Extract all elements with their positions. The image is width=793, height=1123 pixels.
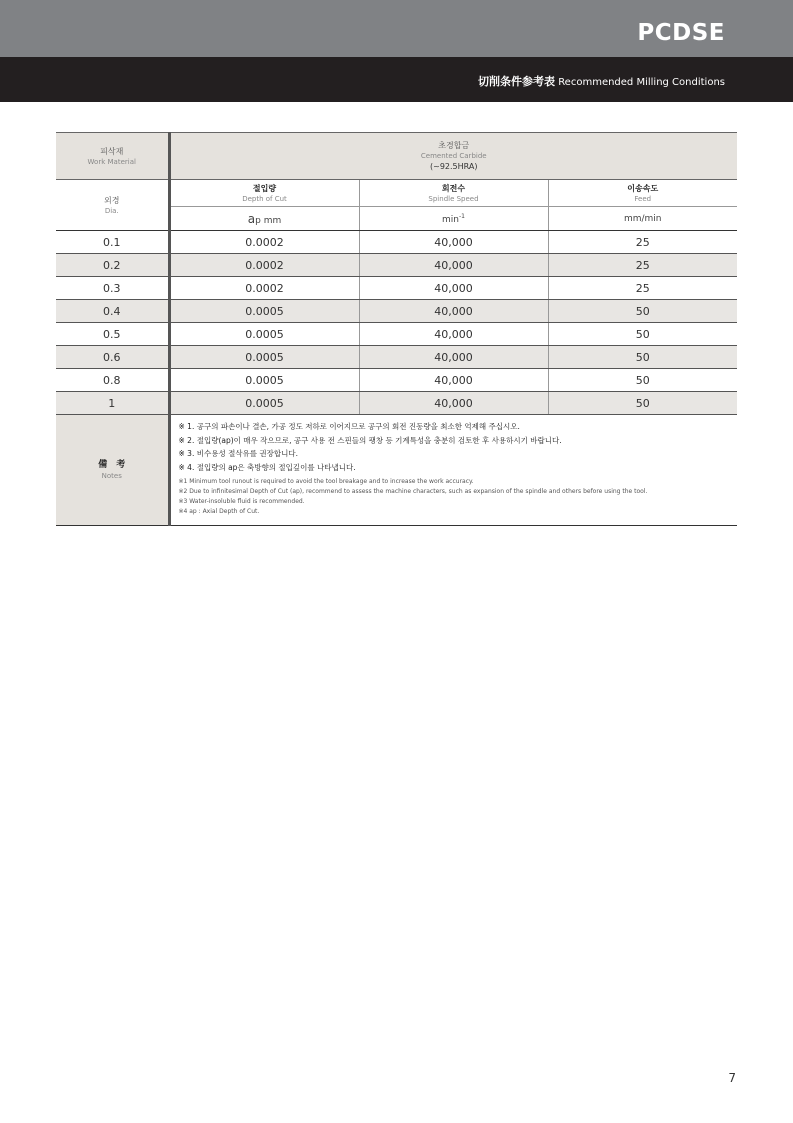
speed-value: 40,000 xyxy=(359,346,548,369)
feed-unit: mm/min xyxy=(548,207,737,231)
section-title xyxy=(478,73,725,89)
table-row xyxy=(56,254,737,277)
dia-value: 0.8 xyxy=(56,369,169,392)
depth-value: 0.0002 xyxy=(169,277,359,300)
feed-header: 이송속도 Feed xyxy=(548,180,737,207)
dia-value: 0.3 xyxy=(56,277,169,300)
spindle-speed-header: 회전수 Spindle Speed xyxy=(359,180,548,207)
dia-value: 0.1 xyxy=(56,231,169,254)
table-row xyxy=(56,392,737,415)
speed-value: 40,000 xyxy=(359,369,548,392)
note-ko-item: ※ 1. 공구의 파손이나 결손, 가공 정도 저하로 이어지므로 공구의 회전 진동량을 최소한 억제해 주십시오. xyxy=(178,422,520,431)
section-title-en: Recommended Milling Conditions xyxy=(558,77,725,88)
dia-label: 외경 Dia. xyxy=(56,180,169,231)
top-band xyxy=(0,0,793,57)
speed-value: 40,000 xyxy=(359,277,548,300)
feed-value: 50 xyxy=(548,300,737,323)
depth-of-cut-header: 절입량 Depth of Cut xyxy=(169,180,359,207)
depth-value: 0.0005 xyxy=(169,300,359,323)
material-header-row xyxy=(56,133,737,180)
dia-value: 0.2 xyxy=(56,254,169,277)
table-row xyxy=(56,300,737,323)
note-en-item: ※3 Water-insoluble fluid is recommended. xyxy=(178,498,305,505)
depth-value: 0.0002 xyxy=(169,254,359,277)
dia-value: 0.6 xyxy=(56,346,169,369)
note-en-item: ※4 ap : Axial Depth of Cut. xyxy=(178,508,260,515)
notes-label: 備 考 Notes xyxy=(56,415,169,526)
dia-value: 0.5 xyxy=(56,323,169,346)
speed-value: 40,000 xyxy=(359,392,548,415)
depth-value: 0.0005 xyxy=(169,323,359,346)
material-name: 초경합금 Cemented Carbide (~92.5HRA) xyxy=(169,133,737,180)
speed-unit: $\min^{-1}$ xyxy=(359,207,548,231)
table-row xyxy=(56,346,737,369)
feed-value: 50 xyxy=(548,346,737,369)
table-row xyxy=(56,231,737,254)
notes-ko-list xyxy=(179,420,730,474)
dia-value: 1 xyxy=(56,392,169,415)
note-en-item: ※2 Due to infinitesimal Depth of Cut (ap), recommend to assess the machine characters, such as expansion of the spindle and others before using the tool. xyxy=(178,488,648,495)
page-number: 7 xyxy=(728,1071,736,1085)
section-title-ko: 切削条件参考表 xyxy=(478,75,555,88)
table-row xyxy=(56,277,737,300)
table-row xyxy=(56,369,737,392)
speed-value: 40,000 xyxy=(359,300,548,323)
note-ko-item: ※ 4. 절입량의 ap은 축방향의 절입깊이를 나타냅니다. xyxy=(178,462,356,472)
title-band xyxy=(0,57,793,102)
note-ko-item: ※ 3. 비수용성 절삭유를 권장합니다. xyxy=(178,449,299,458)
depth-value: 0.0005 xyxy=(169,346,359,369)
speed-value: 40,000 xyxy=(359,323,548,346)
speed-value: 40,000 xyxy=(359,231,548,254)
feed-value: 25 xyxy=(548,254,737,277)
notes-content xyxy=(169,415,737,526)
product-code: PCDSE xyxy=(637,20,725,46)
depth-value: 0.0005 xyxy=(169,369,359,392)
column-header-row xyxy=(56,180,737,207)
note-ko-item: ※ 2. 절입량(ap)이 매우 작으므로, 공구 사용 전 스핀들의 팽창 등 기계특성을 충분히 검토한 후 사용하시기 바랍니다. xyxy=(178,435,562,445)
feed-value: 50 xyxy=(548,392,737,415)
table-row xyxy=(56,323,737,346)
work-material-label: 피삭재 Work Material xyxy=(56,133,169,180)
speed-value: 40,000 xyxy=(359,254,548,277)
depth-value: 0.0002 xyxy=(169,231,359,254)
feed-value: 50 xyxy=(548,323,737,346)
feed-value: 50 xyxy=(548,369,737,392)
dia-value: 0.4 xyxy=(56,300,169,323)
feed-value: 25 xyxy=(548,277,737,300)
depth-value: 0.0005 xyxy=(169,392,359,415)
notes-en-list xyxy=(179,477,730,517)
note-en-item: ※1 Minimum tool runout is required to avoid the tool breakage and to increase the work accuracy. xyxy=(178,478,474,485)
notes-row xyxy=(56,415,737,526)
milling-conditions-table xyxy=(56,132,737,526)
feed-value: 25 xyxy=(548,231,737,254)
depth-unit: ap mm xyxy=(169,207,359,231)
